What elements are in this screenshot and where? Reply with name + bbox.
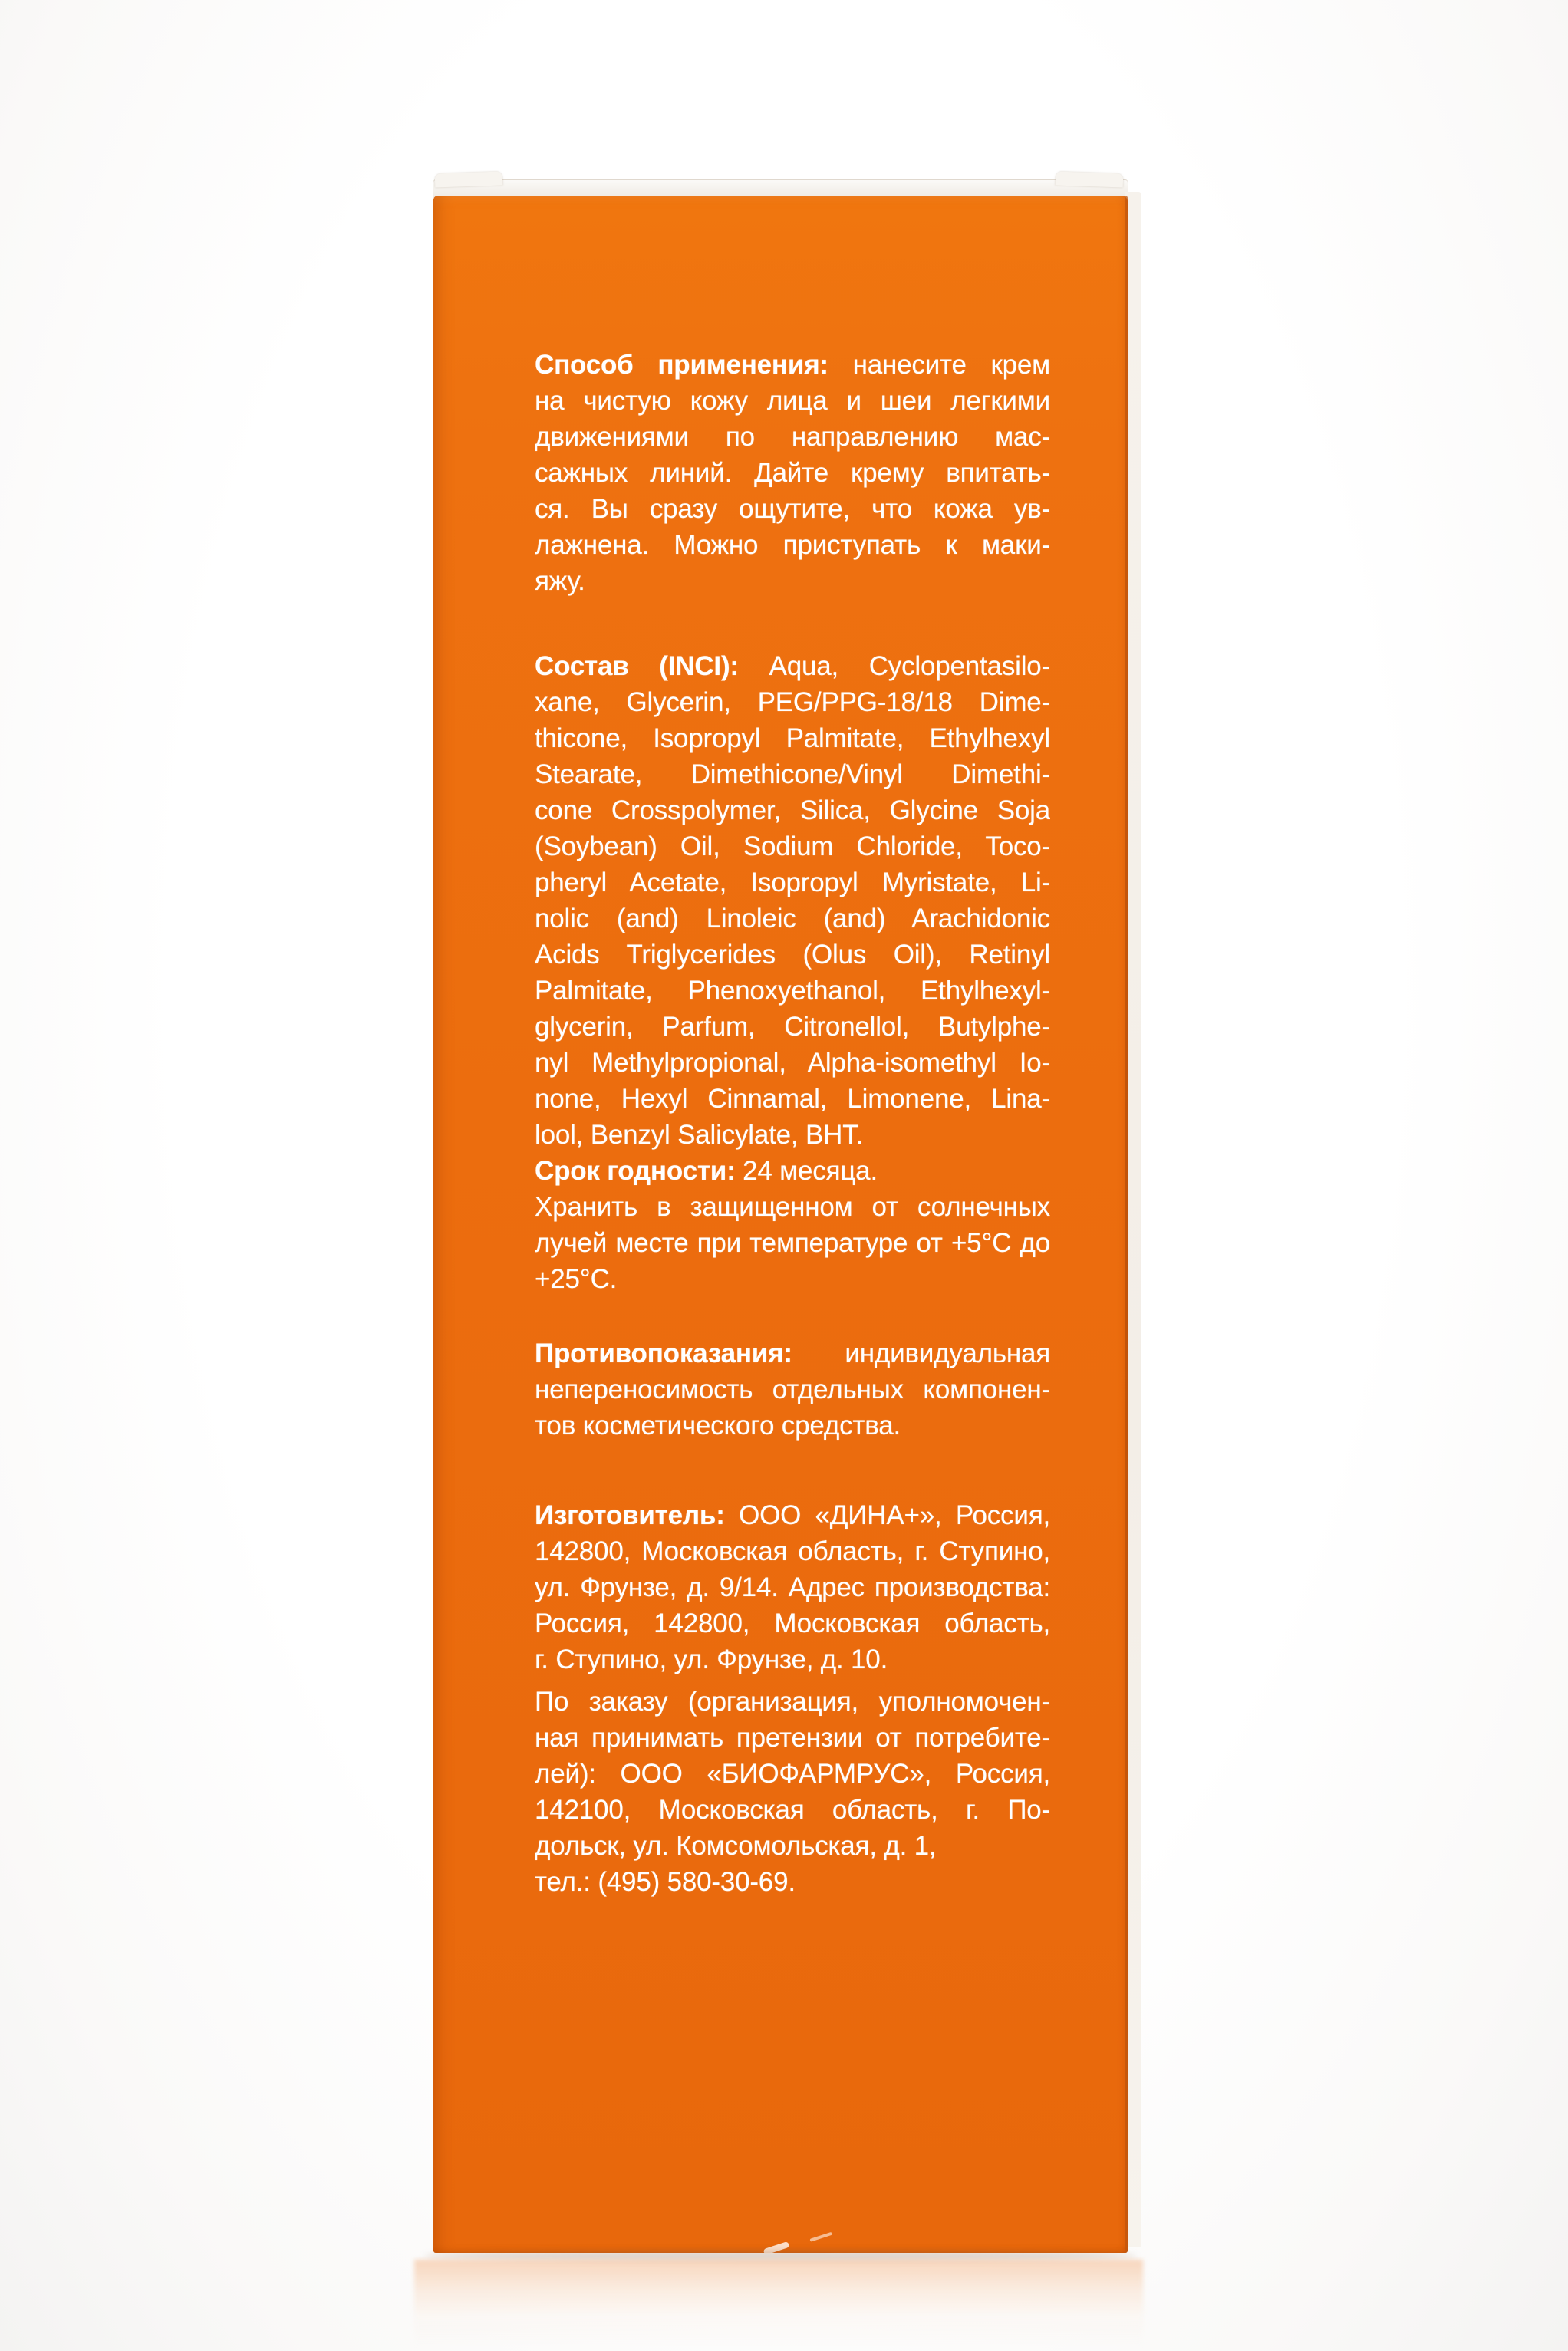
box-flap-tab-left xyxy=(435,171,503,187)
usage-instructions-paragraph xyxy=(535,347,1050,599)
text-line: xane, Glycerin, PEG/PPG-18/18 Dime- xyxy=(535,687,1050,717)
text-line: ул. Фрунзе, д. 9/14. Адрес производства: xyxy=(535,1572,1050,1602)
contraindications-paragraph xyxy=(535,1335,1050,1444)
text-line: ная принимать претензии от потребите- xyxy=(535,1723,1050,1753)
text-line: непереносимость отдельных компонен- xyxy=(535,1375,1050,1404)
shelf-life-paragraph xyxy=(535,1153,1050,1189)
box-back-panel xyxy=(433,196,1128,2253)
text-line: сажных линий. Дайте крему впитать- xyxy=(535,458,1050,488)
text-line: nolic (and) Linoleic (and) Arachidonic xyxy=(535,904,1050,933)
text-line: 142100, Московская область, г. По- xyxy=(535,1795,1050,1825)
storage-conditions-paragraph xyxy=(535,1189,1050,1297)
text-line: Palmitate, Phenoxyethanol, Ethylhexyl- xyxy=(535,976,1050,1006)
text-line: ся. Вы сразу ощутите, что кожа ув- xyxy=(535,494,1050,524)
text-line: Stearate, Dimethicone/Vinyl Dimethi- xyxy=(535,759,1050,789)
text-line: Состав (INCI): Aqua, Cyclopentasilo- xyxy=(535,651,1050,681)
text-line: По заказу (организация, уполномочен- xyxy=(535,1687,1050,1717)
box-reflection xyxy=(414,2260,1143,2351)
text-line: cone Crosspolymer, Silica, Glycine Soja xyxy=(535,795,1050,825)
box-fold-edge xyxy=(1125,196,1128,2253)
text-line: (Soybean) Oil, Sodium Chloride, Toco- xyxy=(535,831,1050,861)
text-line: Россия, 142800, Московская область, xyxy=(535,1608,1050,1638)
manufacturer-paragraph xyxy=(535,1497,1050,1678)
box-flap-tab-right xyxy=(1056,171,1124,187)
text-line: glycerin, Parfum, Citronellol, Butylphe- xyxy=(535,1012,1050,1042)
text-line: Способ применения: нанесите крем xyxy=(535,350,1050,380)
text-line: лей): ООО «БИОФАРМРУС», Россия, xyxy=(535,1759,1050,1789)
text-line: лучей месте при температуре от +5°С до xyxy=(535,1228,1050,1258)
text-line: nyl Methylpropional, Alpha-isomethyl Io- xyxy=(535,1048,1050,1078)
text-line: Изготовитель: ООО «ДИНА+», Россия, xyxy=(535,1500,1050,1530)
text-line: тел.: (495) 580-30-69. xyxy=(535,1867,796,1897)
text-line: pheryl Acetate, Isopropyl Myristate, Li- xyxy=(535,868,1050,897)
panel-text xyxy=(535,347,1050,1900)
distributor-paragraph xyxy=(535,1684,1050,1900)
text-line: тов косметического средства. xyxy=(535,1411,901,1441)
text-line: lool, Benzyl Salicylate, BHT. xyxy=(535,1120,863,1150)
text-line: движениями по направлению мас- xyxy=(535,422,1050,452)
text-line: none, Hexyl Cinnamal, Limonene, Lina- xyxy=(535,1084,1050,1114)
text-line: Срок годности: 24 месяца. xyxy=(535,1156,878,1186)
text-line: лажнена. Можно приступать к маки- xyxy=(535,530,1050,560)
text-line: thicone, Isopropyl Palmitate, Ethylhexyl xyxy=(535,723,1050,753)
text-line: Противопоказания: индивидуальная xyxy=(535,1338,1050,1368)
ingredients-paragraph xyxy=(535,648,1050,1153)
text-line: Acids Triglycerides (Olus Oil), Retinyl xyxy=(535,940,1050,970)
text-line: дольск, ул. Комсомольская, д. 1, xyxy=(535,1831,937,1861)
text-line: +25°С. xyxy=(535,1264,618,1294)
text-line: на чистую кожу лица и шеи легкими xyxy=(535,386,1050,416)
text-line: яжу. xyxy=(535,566,585,596)
text-line: 142800, Московская область, г. Ступино, xyxy=(535,1536,1050,1566)
text-line: г. Ступино, ул. Фрунзе, д. 10. xyxy=(535,1645,888,1674)
text-line: Хранить в защищенном от солнечных xyxy=(535,1192,1050,1222)
